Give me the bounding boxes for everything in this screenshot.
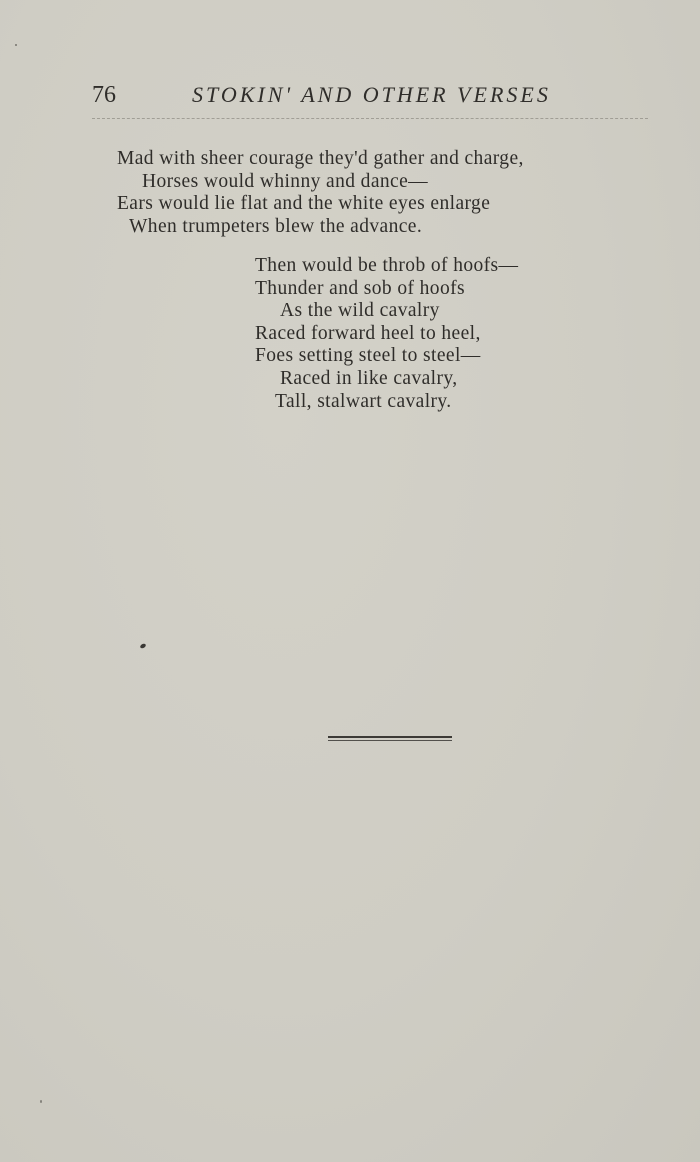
poem-line: Then would be throb of hoofs— [255,255,519,276]
page-number: 76 [92,82,116,108]
poem-line: Horses would whinny and dance— [142,170,429,192]
poem-line: Mad with sheer courage they'd gather and charge, [117,148,524,169]
poem-line: When trumpeters blew the advance. [129,215,423,237]
poem-line: Ears would lie flat and the white eyes enlarge [117,193,491,215]
poem-line: Foes setting steel to steel— [255,345,481,367]
poem-stanza-1 [117,148,524,238]
poem-line: Thunder and sob of hoofs [255,277,465,299]
ink-speck [139,643,146,649]
ornament-rule-bottom [328,740,452,741]
ornament-rule-top [328,736,452,738]
poem-line: As the wild cavalry [280,300,440,322]
ink-speck [15,44,17,46]
header-rule [92,118,648,119]
running-title: STOKIN' AND OTHER VERSES [192,82,551,107]
poem-line: Raced forward heel to heel, [255,322,481,344]
end-ornament [328,736,452,744]
page-header [92,82,652,112]
poem-stanza-2 [255,255,518,413]
poem-line: Raced in like cavalry, [280,367,458,389]
ink-speck [40,1100,42,1103]
poem-line: Tall, stalwart cavalry. [275,390,452,412]
